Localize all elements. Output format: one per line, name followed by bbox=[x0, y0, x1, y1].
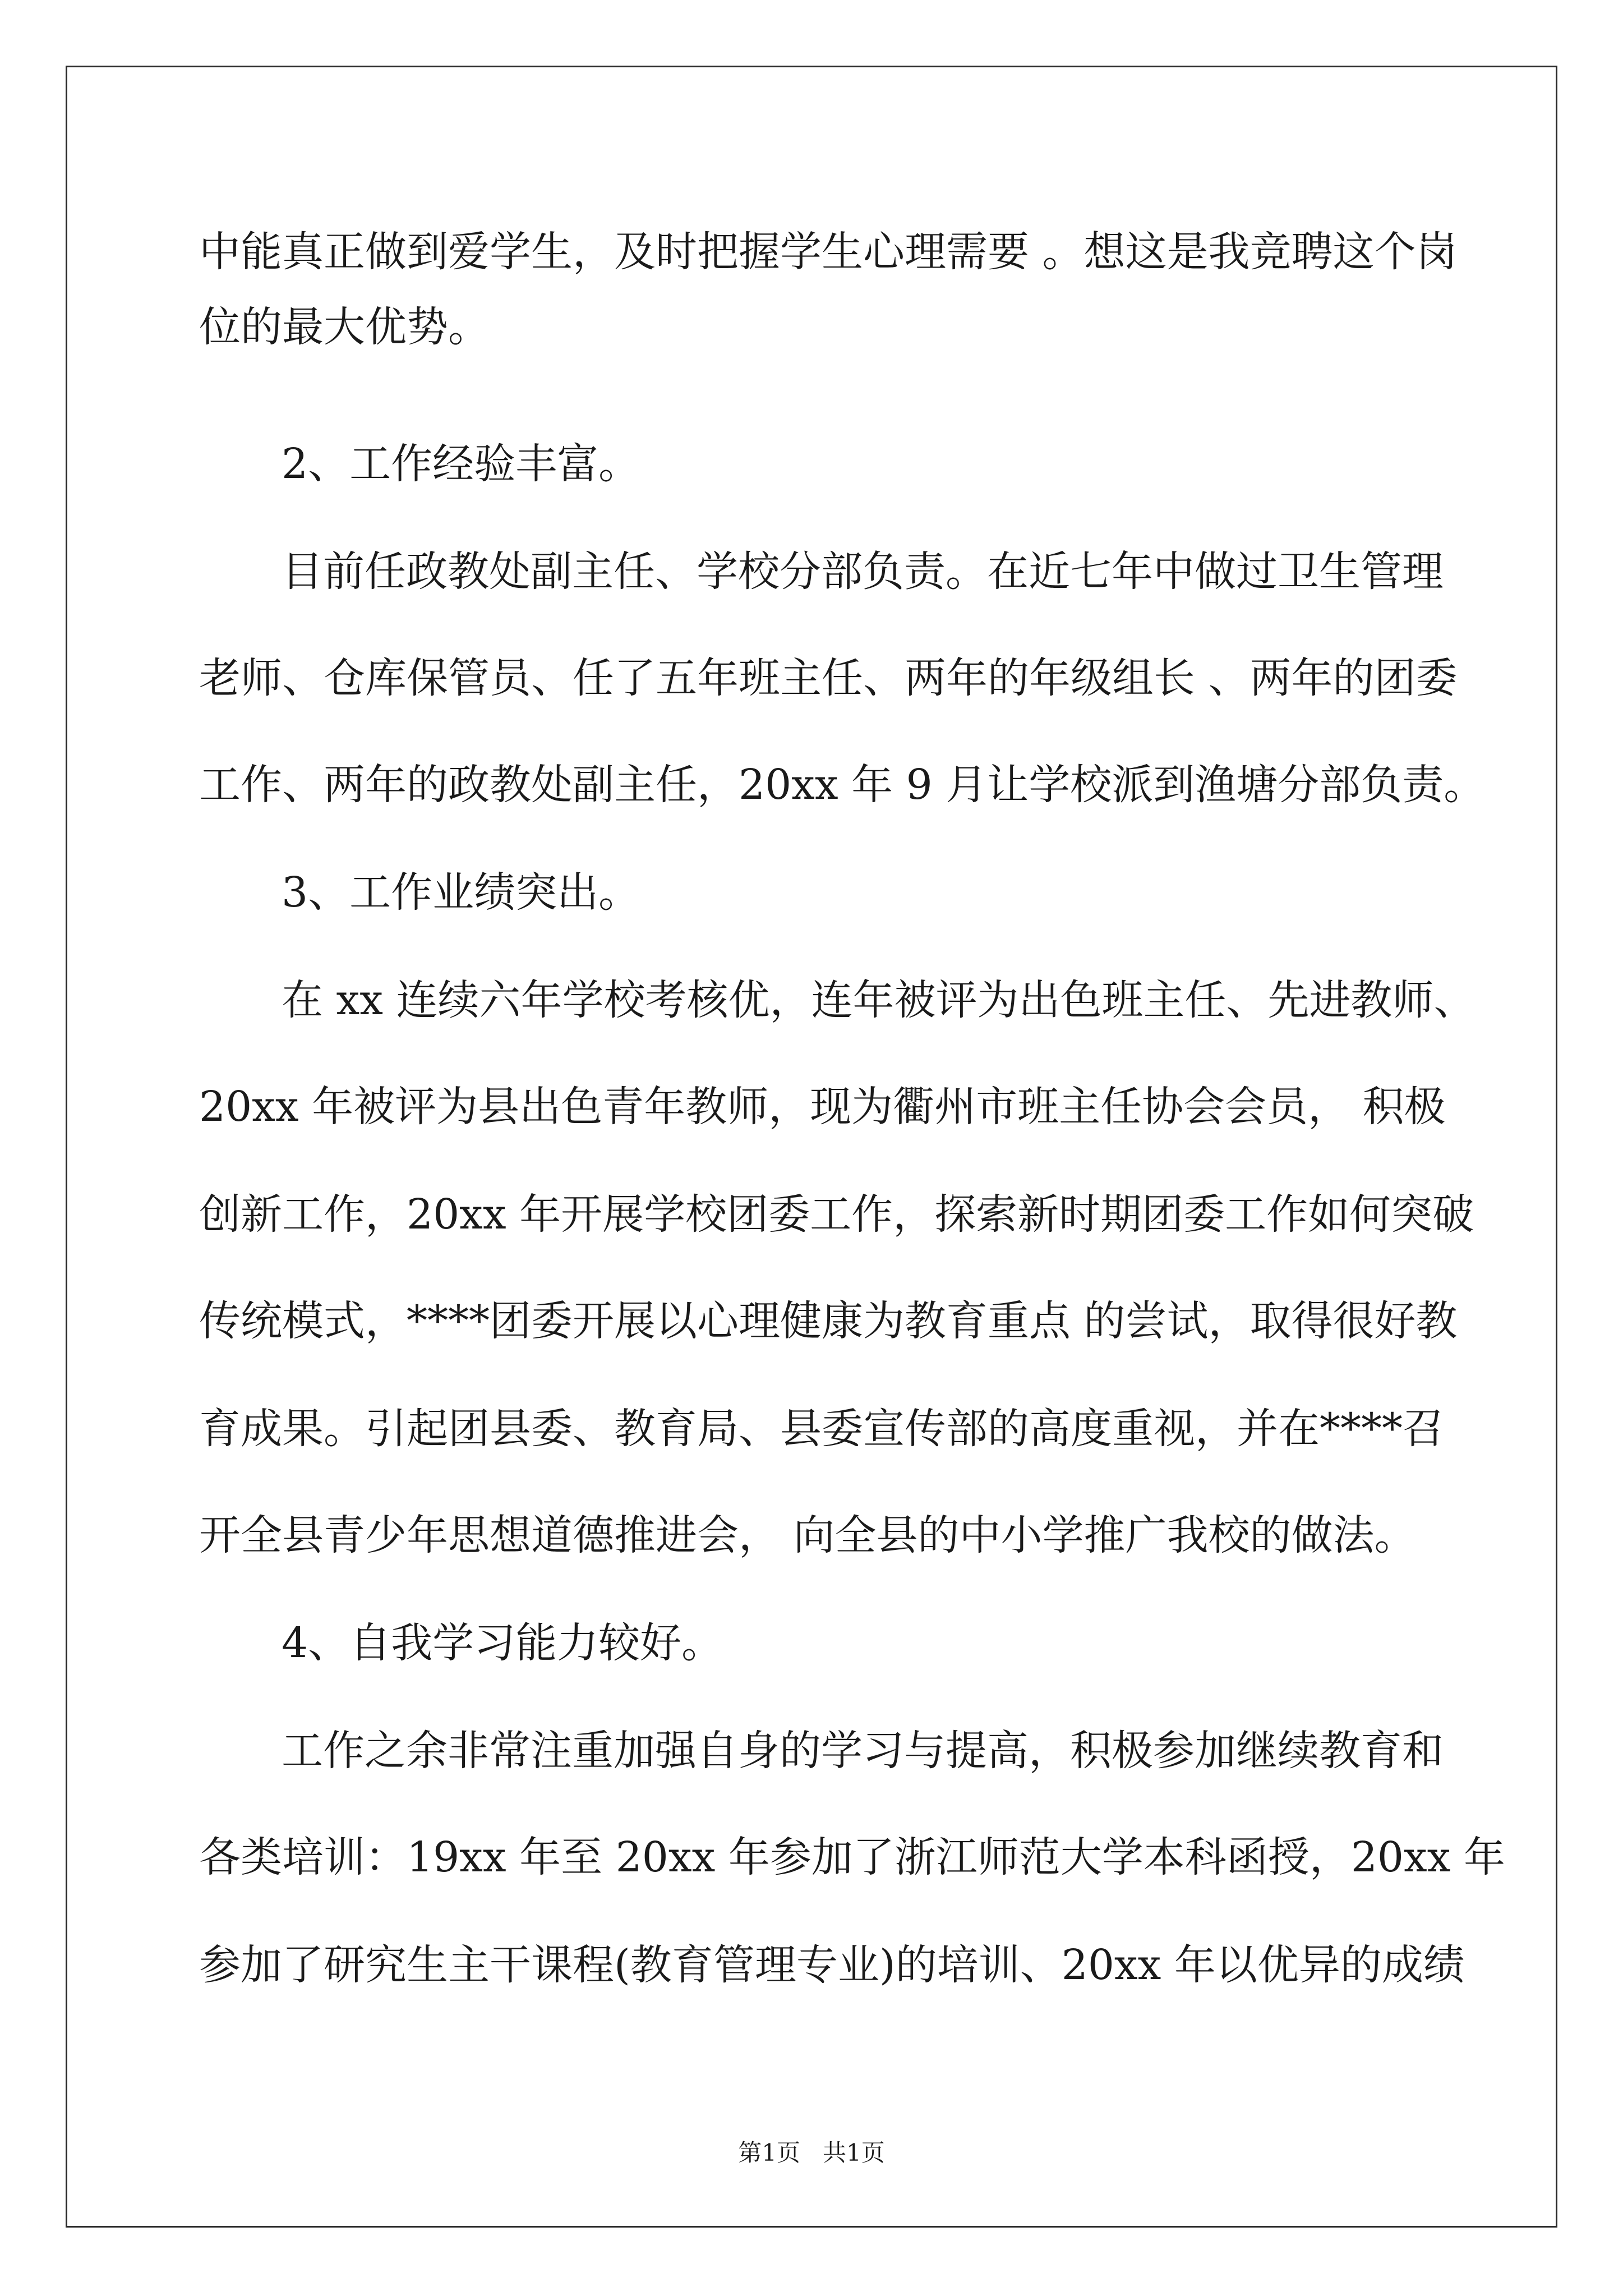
body-text-line: 开全县青少年思想道德推进会， 向全县的中小学推广我校的做法。 bbox=[199, 1511, 1416, 1559]
page-number-footer: 第1页 共1页 bbox=[738, 2139, 885, 2166]
section-heading: 2、工作经验丰富。 bbox=[282, 440, 640, 488]
body-text-line: 各类培训：19xx 年至 20xx 年参加了浙江师范大学本科函授，20xx 年 bbox=[199, 1833, 1505, 1881]
body-text-line: 中能真正做到爱学生，及时把握学生心理需要 。想这是我竞聘这个岗 bbox=[199, 228, 1458, 276]
body-text-line: 工作、两年的政教处副主任，20xx 年 9 月让学校派到渔塘分部负责。 bbox=[199, 761, 1486, 809]
page-border bbox=[66, 66, 1557, 2228]
body-text-line: 目前任政教处副主任、学校分部负责。在近七年中做过卫生管理 bbox=[282, 547, 1444, 596]
body-text-line: 参加了研究生主干课程(教育管理专业)的培训、20xx 年以优异的成绩 bbox=[199, 1941, 1465, 1989]
body-text-line: 在 xx 连续六年学校考核优，连年被评为出色班主任、先进教师、 bbox=[282, 976, 1476, 1024]
body-text-line: 育成果。引起团县委、教育局、县委宣传部的高度重视，并在****召 bbox=[199, 1405, 1444, 1453]
body-text-line: 20xx 年被评为县出色青年教师，现为衢州市班主任协会会员， 积极 bbox=[199, 1083, 1446, 1131]
body-text-line: 老师、仓库保管员、任了五年班主任、两年的年级组长 、两年的团委 bbox=[199, 654, 1458, 702]
body-text-line: 创新工作，20xx 年开展学校团委工作，探索新时期团委工作如何突破 bbox=[199, 1190, 1474, 1239]
section-heading: 4、自我学习能力较好。 bbox=[282, 1619, 723, 1667]
body-text-line: 工作之余非常注重加强自身的学习与提高，积极参加继续教育和 bbox=[282, 1727, 1444, 1775]
section-heading: 3、工作业绩突出。 bbox=[282, 868, 640, 917]
body-text-line: 位的最大优势。 bbox=[199, 303, 490, 351]
body-text-line: 传统模式，****团委开展以心理健康为教育重点 的尝试，取得很好教 bbox=[199, 1297, 1458, 1345]
